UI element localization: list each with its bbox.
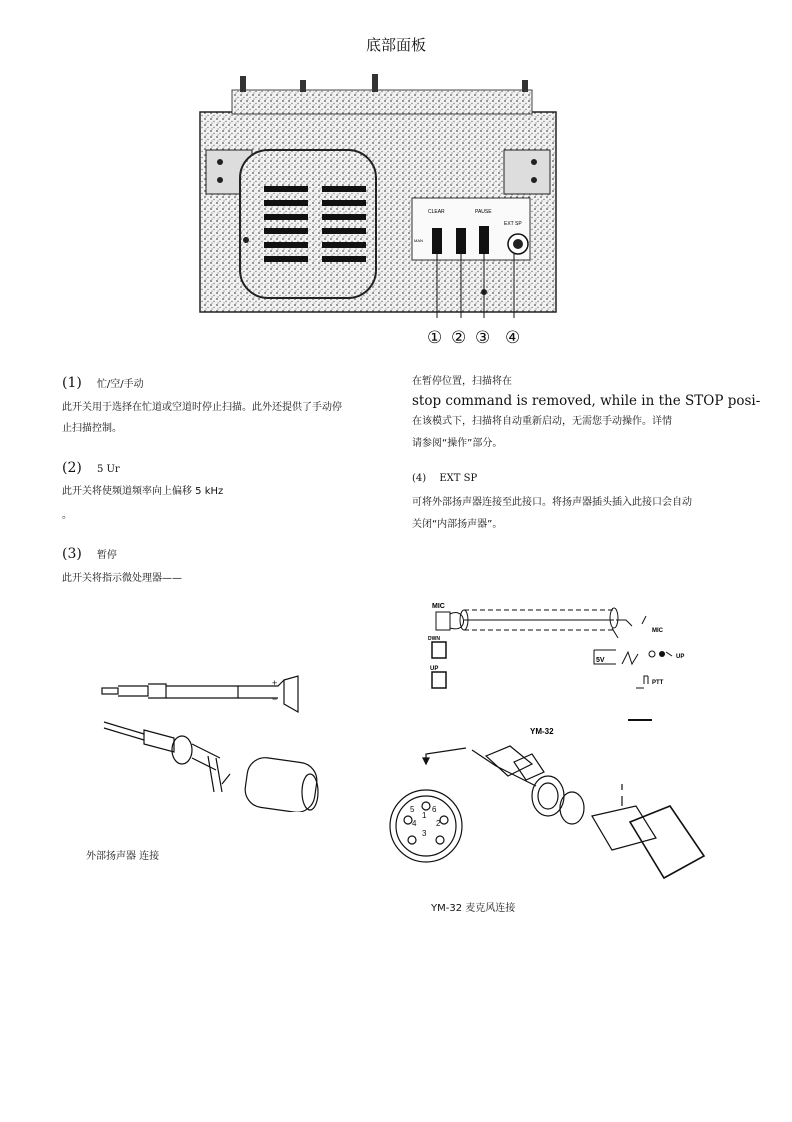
pin-5: 5 [410, 805, 415, 814]
section-3-title: 暂停 [96, 550, 117, 561]
callout-4: ④ [505, 328, 521, 348]
man-label: MAN [414, 238, 423, 243]
section-2-body-line-1: 此开关将使频道频率向上偏移 5 kHz [62, 486, 224, 497]
schematic-dwn: DWN [428, 636, 440, 642]
section-2-number: (2) [62, 460, 82, 476]
mic-caption: YM-32 麦克风连接 [431, 903, 516, 914]
pin-3: 3 [422, 829, 427, 838]
section-4-heading [412, 473, 477, 484]
mic-connector-illustration [386, 736, 716, 896]
mic-schematic [426, 598, 706, 738]
callout-1: ① [427, 328, 443, 348]
right-line-3: 在该模式下，扫描将自动重新启动，无需您手动操作。详情 [412, 416, 672, 427]
section-4-number: (4) [412, 473, 427, 484]
section-1-body-line-2: 止扫描控制。 [62, 423, 122, 434]
svg-text:+: + [272, 678, 278, 688]
pin-4: 4 [412, 819, 417, 828]
section-2-title: 5 Ur [96, 464, 120, 475]
bottom-panel-photo [192, 70, 564, 318]
right-line-1: 在暂停位置，扫描将在 [412, 376, 512, 387]
section-1-heading [62, 372, 144, 391]
pin-2: 2 [436, 819, 441, 828]
busy-switch [432, 228, 442, 254]
clear-label: CLEAR [428, 209, 445, 215]
right-line-2: stop command is removed, while in the STOP posi- [412, 393, 761, 409]
section-4-body-line-1: 可将外部扬声器连接至此接口。将扬声器插头插入此接口会自动 [412, 497, 692, 508]
schematic-mic-right: MIC [652, 628, 663, 634]
speaker-plug-illustration [98, 672, 338, 812]
schematic-model: YM-32 [530, 727, 554, 736]
section-4-title: EXT SP [439, 473, 478, 484]
schematic-up-right: UP [676, 654, 685, 660]
pause-switch [479, 226, 489, 254]
callout-2: ② [451, 328, 467, 348]
section-3-number: (3) [62, 546, 82, 562]
pin-1: 1 [422, 811, 427, 820]
section-3-heading [62, 543, 117, 562]
speaker-caption: 外部扬声器 连接 [86, 851, 160, 862]
callout-3: ③ [475, 328, 491, 348]
section-4-body-line-2: 关闭“内部扬声器”。 [412, 519, 503, 530]
section-1-body-line-1: 此开关用于选择在忙道或空道时停止扫描。此外还提供了手动停 [62, 402, 342, 413]
section-3-body-line-1: 此开关将指示微处理器—— [62, 573, 182, 584]
5up-switch [456, 228, 466, 254]
schematic-5v: 5V [596, 657, 605, 664]
section-2-body-line-2: 。 [62, 510, 72, 521]
svg-text:−: − [272, 694, 278, 704]
schematic-mic-top: MIC [432, 603, 445, 610]
pause-label: PAUSE [475, 209, 492, 215]
schematic-up-left: UP [430, 666, 439, 672]
right-line-4: 请参阅“操作”部分。 [412, 438, 503, 449]
schematic-ptt: PTT [652, 680, 664, 686]
section-2-heading [62, 457, 120, 476]
ext-sp-label: EXT SP [504, 221, 522, 227]
pin-6: 6 [432, 805, 437, 814]
page-title: 底部面板 [365, 36, 426, 54]
section-1-number: (1) [62, 375, 82, 391]
section-1-title: 忙/空/手动 [96, 379, 144, 390]
